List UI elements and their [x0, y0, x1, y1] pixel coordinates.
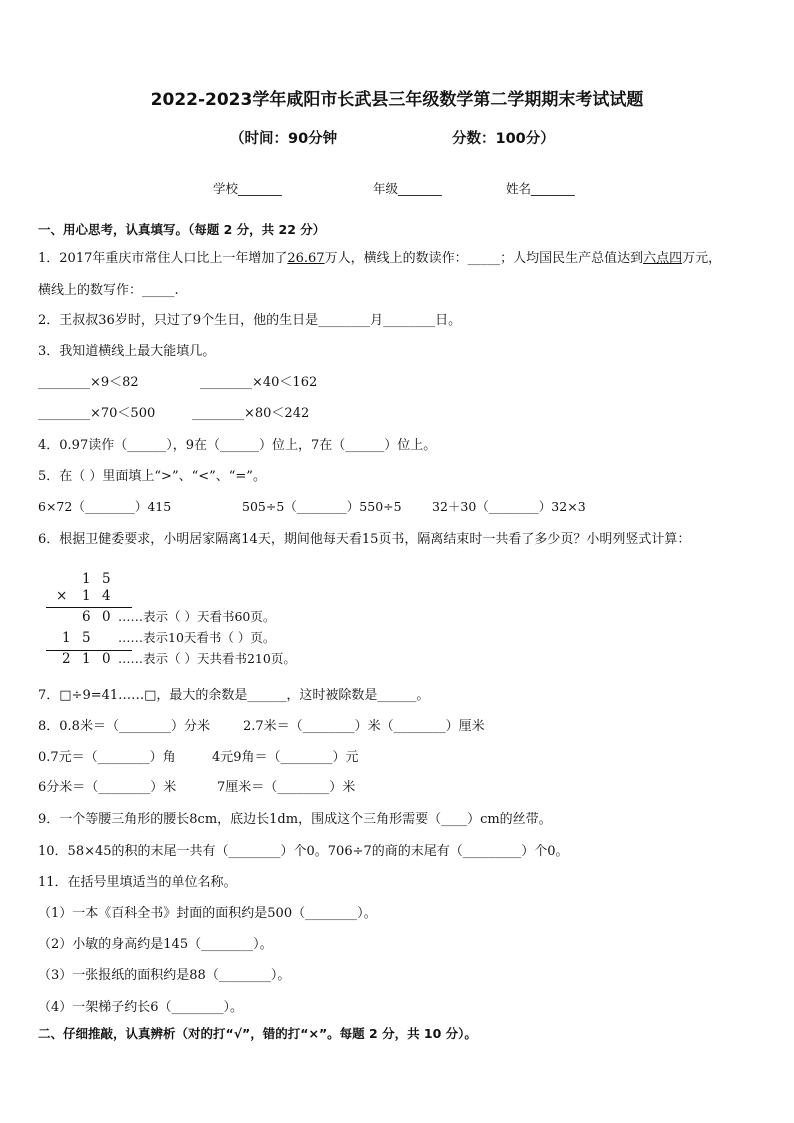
exam-title: 2022-2023学年咸阳市长武县三年级数学第二学期期末考试试题	[150, 90, 644, 110]
calc-note-1: ……表示（ ）天看书60页。	[118, 609, 276, 624]
question-11-c: （3）一张报纸的面积约是88（________）。	[38, 968, 291, 983]
calc-note-3: ……表示（ ）天共看书210页。	[118, 651, 296, 666]
question-5-a: 6×72（________）415	[38, 499, 172, 514]
calc-note-2: ……表示10天看书（ ）页。	[118, 630, 276, 645]
calc-row5-digit2: 1	[82, 651, 91, 667]
question-3: 3．我知道横线上最大能填几。	[38, 344, 216, 359]
calc-row5-digit3: 0	[102, 651, 111, 667]
section-1-heading: 一、用心思考，认真填写。（每题 2 分，共 22 分）	[38, 222, 326, 237]
calc-row1-digit1: 1	[82, 571, 91, 587]
calc-row3-digit2: 0	[102, 609, 111, 625]
calc-row2-digit1: 1	[82, 588, 91, 604]
calc-row1-digit2: 5	[102, 571, 111, 587]
section-2-heading: 二、仔细推敲，认真辨析（对的打“√”，错的打“×”。每题 2 分，共 10 分）。	[38, 1026, 477, 1041]
question-3-a: ________×9＜82	[38, 375, 139, 390]
question-1-line-2: 横线上的数写作：_____.	[38, 283, 179, 298]
question-8-a: 8．0.8米＝（________）分米	[38, 719, 210, 734]
calc-row2-digit2: 4	[102, 588, 111, 604]
question-5-b: 505÷5（________）550÷5	[242, 499, 402, 514]
question-11: 11．在括号里填适当的单位名称。	[38, 875, 237, 890]
question-9: 9．一个等腰三角形的腰长8cm，底边长1dm，围成这个三角形需要（____）cm的丝带。	[38, 812, 552, 827]
question-4: 4．0.97读作（______），9在（______）位上，7在（______）位上。	[38, 438, 437, 453]
question-8-d: 4元9角＝（________）元	[212, 750, 359, 765]
times-sign: ×	[56, 588, 68, 604]
question-11-a: （1）一本《百科全书》封面的面积约是500（________）。	[38, 906, 377, 921]
question-8-c: 0.7元＝（________）角	[38, 750, 176, 765]
question-7: 7．□÷9=41……□，最大的余数是______，这时被除数是______。	[38, 688, 430, 703]
question-1-line-1: 1．2017年重庆市常住人口比上一年增加了26.67万人，横线上的数读作：_____；人均国民生产总值达到六点四万元，	[38, 251, 722, 266]
question-11-b: （2）小敏的身高约是145（________）。	[38, 937, 273, 952]
calc-row4-digit1: 1	[62, 630, 71, 646]
question-5-c: 32＋30（________）32×3	[432, 499, 586, 514]
question-3-b: ________×40＜162	[200, 375, 318, 390]
question-8-b: 2.7米＝（________）米（________）厘米	[243, 719, 485, 734]
question-8-e: 6分米＝（________）米	[38, 780, 177, 795]
question-2: 2．王叔叔36岁时，只过了9个生日，他的生日是________月________日。	[38, 313, 462, 328]
question-3-c: ________×70＜500	[38, 406, 156, 421]
question-5: 5．在（ ）里面填上“>”、“<”、“=”。	[38, 469, 266, 484]
school-field[interactable]: 学校_______	[213, 181, 282, 196]
question-3-d: ________×80＜242	[192, 406, 310, 421]
question-6: 6．根据卫健委要求，小明居家隔离14天，期间他每天看15页书，隔离结束时一共看了多少页？小明列竖式计算：	[38, 532, 691, 547]
grade-field[interactable]: 年级_______	[373, 181, 442, 196]
name-field[interactable]: 姓名_______	[506, 181, 575, 196]
calc-row4-digit2: 5	[82, 630, 91, 646]
question-10: 10．58×45的积的末尾一共有（________）个0。706÷7的商的末尾有（_________）个0。	[38, 844, 569, 859]
question-11-d: （4）一架梯子约长6（________）。	[38, 1000, 244, 1015]
calc-rule-1	[46, 607, 132, 608]
score-label: 分数：100分）	[452, 131, 555, 147]
calc-row3-digit1: 6	[82, 609, 91, 625]
question-8-f: 7厘米＝（________）米	[217, 780, 356, 795]
time-label: （时间：90分钟	[230, 131, 338, 147]
calc-row5-digit1: 2	[62, 651, 71, 667]
